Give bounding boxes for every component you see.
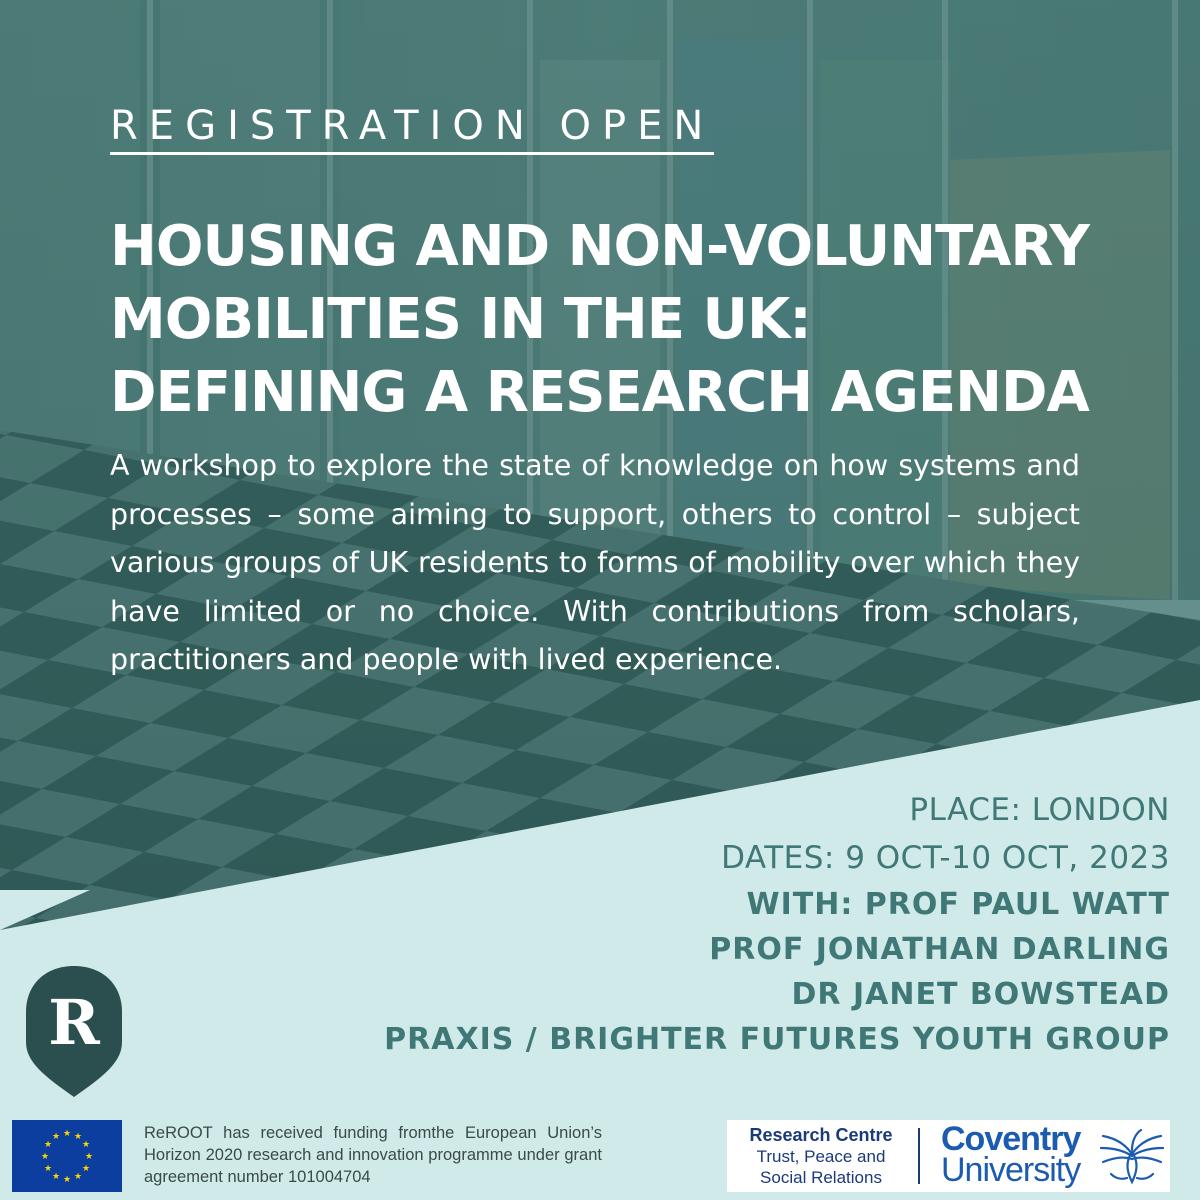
dates-line: DATES: 9 OCT-10 OCT, 2023: [721, 840, 1170, 876]
svg-text:★: ★: [43, 1164, 53, 1174]
speaker-line: DR JANET BOWSTEAD: [791, 977, 1170, 1012]
svg-text:★: ★: [62, 1129, 72, 1139]
research-centre-logo: [727, 1125, 915, 1188]
funding-statement: ReROOT has received funding fromthe European Union’s Horizon 2020 research and innovation programme under grant agreement number 101004704: [144, 1124, 602, 1186]
svg-text:★: ★: [81, 1140, 91, 1150]
research-centre-title: Research Centre: [749, 1125, 893, 1145]
event-title: [110, 210, 1150, 429]
coventry-university-wordmark: [941, 1120, 1081, 1189]
svg-text:★: ★: [81, 1164, 91, 1174]
place-line: PLACE: LONDON: [909, 792, 1170, 828]
event-description: A workshop to explore the state of knowledge on how systems and processes – some aiming to support, others to control – subject various groups of UK residents to forms of mobility over which they have limited or no choice. With contributions from scholars, practitioners and people with lived experience.: [110, 449, 1080, 676]
speaker-line: WITH: PROF PAUL WATT: [746, 887, 1170, 922]
logo-letter: R: [48, 986, 100, 1059]
event-details: [384, 786, 1170, 1062]
title-line: MOBILITIES IN THE UK:: [110, 287, 811, 352]
university-name-line: Coventry: [941, 1120, 1081, 1158]
registration-open-heading: REGISTRATION OPEN: [110, 104, 714, 155]
eu-flag-icon: [12, 1120, 122, 1192]
svg-text:★: ★: [84, 1152, 94, 1162]
university-name-line: University: [941, 1151, 1081, 1189]
svg-text:★: ★: [62, 1175, 72, 1185]
speaker-line: PROF JONATHAN DARLING: [709, 932, 1170, 967]
title-line: DEFINING A RESEARCH AGENDA: [110, 360, 1089, 425]
phoenix-icon: [1097, 1126, 1167, 1186]
svg-text:★: ★: [51, 1172, 61, 1182]
logo-divider: [918, 1128, 920, 1184]
svg-text:★: ★: [73, 1132, 83, 1142]
svg-text:★: ★: [40, 1152, 50, 1162]
location-pin-icon: [24, 964, 124, 1099]
svg-text:★: ★: [43, 1140, 53, 1150]
svg-text:★: ★: [51, 1132, 61, 1142]
svg-text:★: ★: [73, 1172, 83, 1182]
title-line: HOUSING AND NON-VOLUNTARY: [110, 214, 1089, 279]
speaker-line: PRAXIS / BRIGHTER FUTURES YOUTH GROUP: [384, 1022, 1170, 1057]
research-centre-line: Social Relations: [760, 1168, 882, 1187]
coventry-logo-block: [727, 1120, 1170, 1192]
research-centre-line: Trust, Peace and: [756, 1147, 886, 1166]
